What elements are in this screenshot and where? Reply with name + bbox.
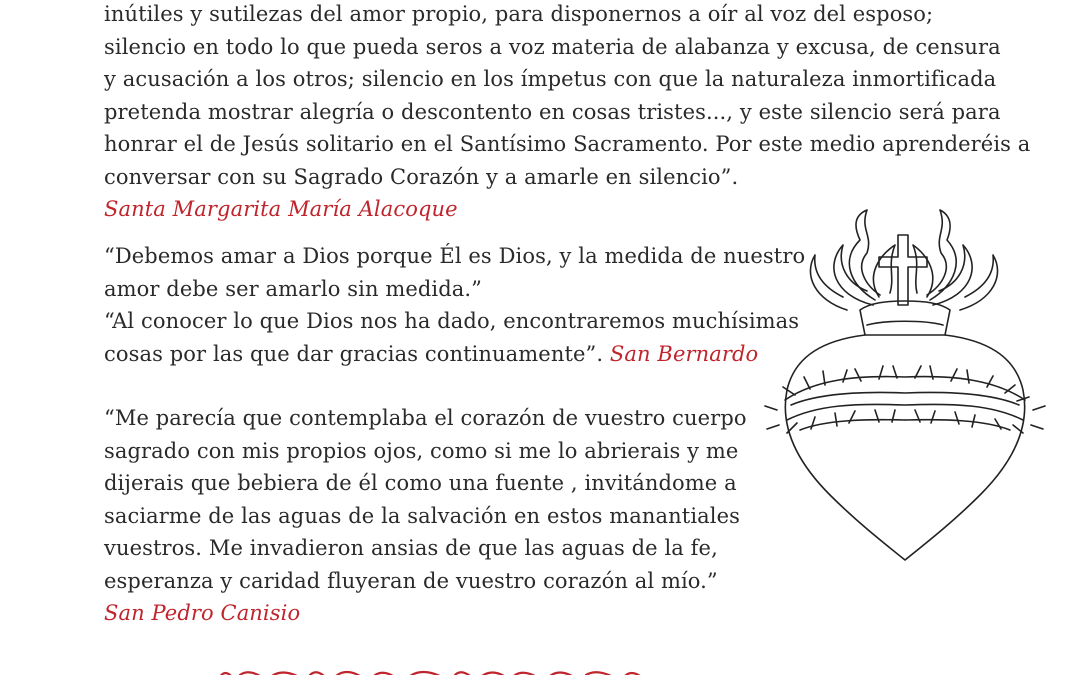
quote-line: y acusación a los otros; silencio en los ímpetus con que la naturaleza inmortificada <box>104 67 997 91</box>
quote-line: “Al conocer lo que Dios nos ha dado, encontraremos muchísimas <box>104 309 800 333</box>
cut-off-text-bottom <box>210 660 670 675</box>
sacred-heart-icon <box>755 205 1055 570</box>
quote-line: vuestros. Me invadieron ansias de que las aguas de la fe, <box>104 536 718 560</box>
quote-line: cosas por las que dar gracias continuamente”. <box>104 341 604 366</box>
quote-line: pretenda mostrar alegría o descontento en cosas tristes..., y este silencio será para <box>104 99 1001 124</box>
quote-line: “Debemos amar a Dios porque Él es Dios, y la medida de nuestro <box>104 244 806 268</box>
quote-line: sagrado con mis propios ojos, como si me lo abrierais y me <box>104 438 739 463</box>
attribution-alacoque: Santa Margarita María Alacoque <box>104 197 458 221</box>
quote-line-with-attribution <box>104 338 805 371</box>
quote-alacoque <box>104 0 1030 226</box>
quote-canisio <box>104 402 747 630</box>
attribution-canisio: San Pedro Canisio <box>104 601 301 625</box>
quote-line: silencio en todo lo que pueda seros a voz materia de alabanza y excusa, de censura <box>104 34 1001 59</box>
quote-line: esperanza y caridad fluyeran de vuestro corazón al mío.” <box>104 568 718 593</box>
quote-line: saciarme de las aguas de la salvación en estos manantiales <box>104 503 740 528</box>
quote-line: inútiles y sutilezas del amor propio, para disponernos a oír al voz del esposo; <box>104 2 934 26</box>
quote-line: dijerais que bebiera de él como una fuente , invitándome a <box>104 471 737 495</box>
quote-line: honrar el de Jesús solitario en el Santísimo Sacramento. Por este medio aprenderéis a <box>104 132 1031 156</box>
quote-line: conversar con su Sagrado Corazón y a amarle en silencio”. <box>104 164 739 189</box>
quote-line: “Me parecía que contemplaba el corazón de vuestro cuerpo <box>104 406 747 430</box>
quote-line: amor debe ser amarlo sin medida.” <box>104 276 483 301</box>
cut-off-line-fragment <box>210 663 670 675</box>
attribution-bernardo: San Bernardo <box>609 341 759 366</box>
quote-san-bernardo <box>104 240 805 370</box>
